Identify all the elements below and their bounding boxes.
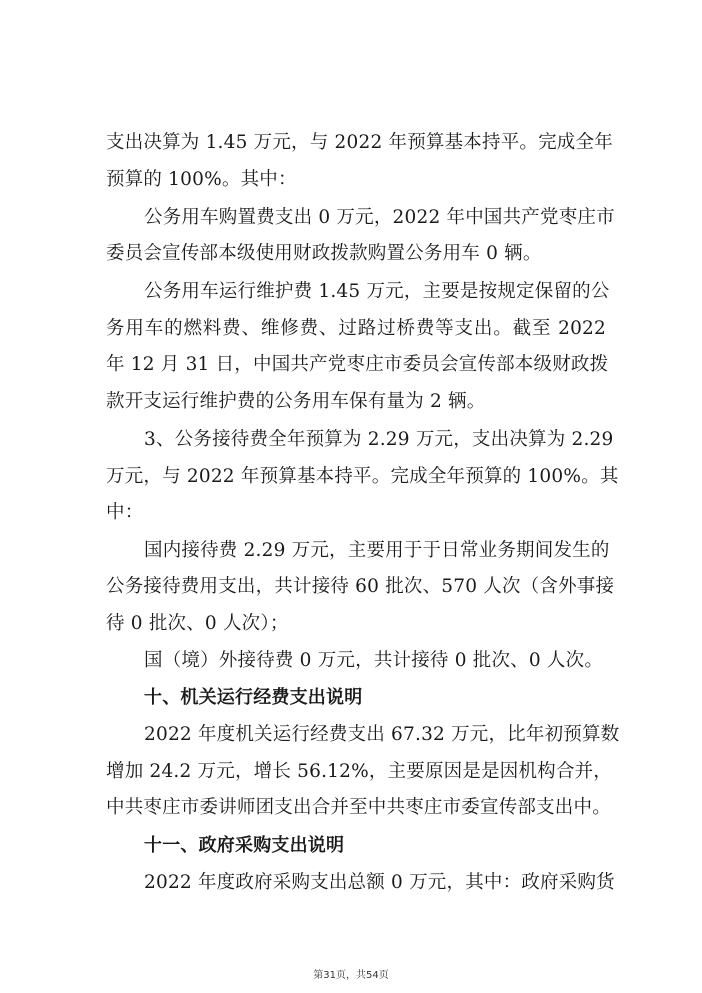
paragraph-line: 公务接待费用支出，共计接待 60 批次、570 人次（含外事接 xyxy=(106,576,615,597)
paragraph-line: 款开支运行维护费的公务用车保有量为 2 辆。 xyxy=(106,391,486,412)
paragraph-line: 3、公务接待费全年预算为 2.29 万元，支出决算为 2.29 xyxy=(144,429,614,450)
paragraph-line: 公务用车购置费支出 0 万元，2022 年中国共产党枣庄市 xyxy=(144,207,615,228)
paragraph-line: 委员会宣传部本级使用财政拨款购置公务用车 0 辆。 xyxy=(106,243,542,264)
paragraph-line: 公务用车运行维护费 1.45 万元，主要是按规定保留的公 xyxy=(144,281,610,302)
section-heading: 十、机关运行经费支出说明 xyxy=(144,687,363,708)
paragraph-line: 待 0 批次、0 人次）； xyxy=(106,613,289,634)
paragraph-line: 中： xyxy=(106,502,144,523)
paragraph-line: 2022 年度机关运行经费支出 67.32 万元，比年初预算数 xyxy=(144,724,620,745)
section-heading: 十一、政府采购支出说明 xyxy=(144,835,345,856)
page-number: 第31页，共54页 xyxy=(313,970,389,981)
paragraph-line: 预算的 100%。其中： xyxy=(106,169,297,190)
paragraph-line: 务用车的燃料费、维修费、过路过桥费等支出。截至 2022 xyxy=(106,318,606,339)
paragraph-line: 年 12 月 31 日，中国共产党枣庄市委员会宣传部本级财政拨 xyxy=(106,354,609,375)
paragraph-line: 中共枣庄市委讲师团支出合并至中共枣庄市委宣传部支出中。 xyxy=(106,797,611,818)
paragraph-line: 国内接待费 2.29 万元，主要用于于日常业务期间发生的 xyxy=(144,540,610,561)
paragraph-line: 国（境）外接待费 0 万元，共计接待 0 批次、0 人次。 xyxy=(144,650,604,671)
paragraph-line: 支出决算为 1.45 万元，与 2022 年预算基本持平。完成全年 xyxy=(106,132,613,153)
paragraph-line: 2022 年度政府采购支出总额 0 万元，其中：政府采购货 xyxy=(144,872,615,893)
paragraph-line: 增加 24.2 万元，增长 56.12%，主要原因是是因机构合并， xyxy=(106,761,612,782)
paragraph-line: 万元，与 2022 年预算基本持平。完成全年预算的 100%。其 xyxy=(106,466,619,487)
